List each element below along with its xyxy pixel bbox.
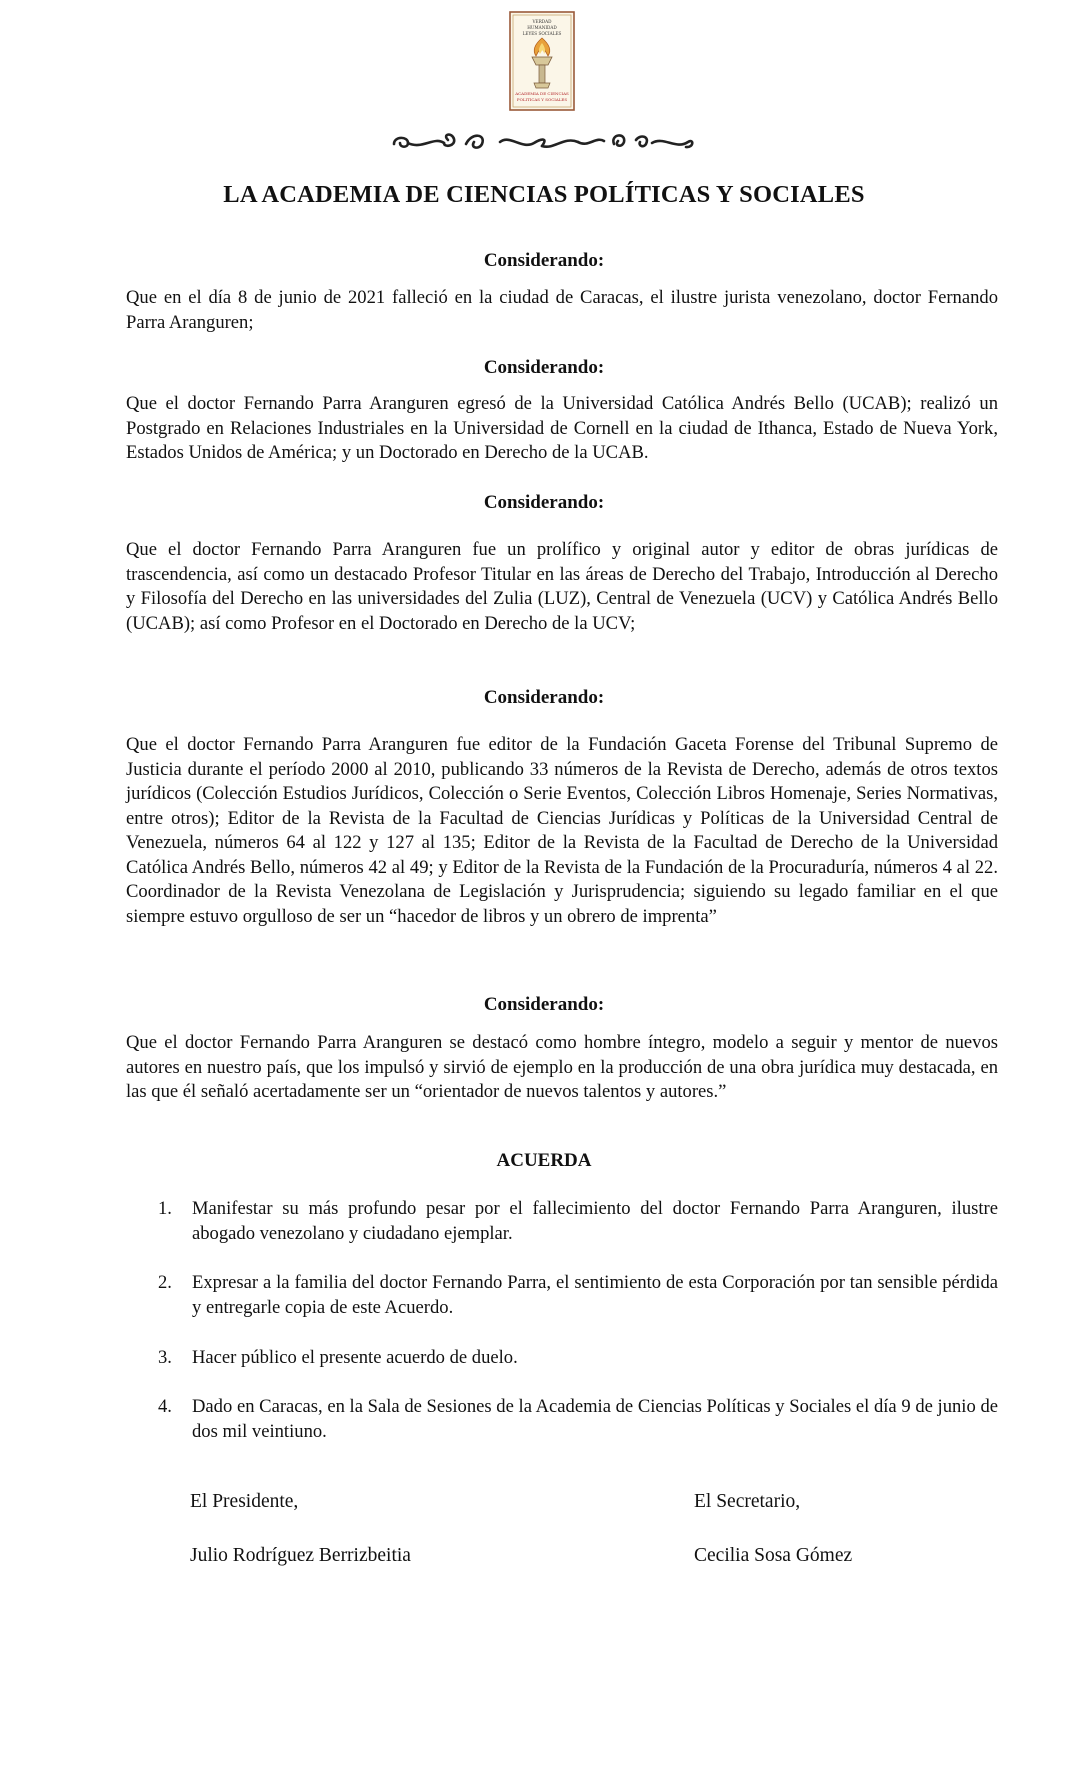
considerando-heading-5: Considerando:: [483, 994, 605, 1015]
considerando-heading-3: Considerando:: [483, 492, 605, 513]
considerando-text-4: Que el doctor Fernando Parra Aranguren fue editor de la Fundación Gaceta Forense del Tribunal Supremo de Justicia durante el período 2000 al 2010, publicando 33 números de la Revista de Derecho, además de otros textos jurídicos (Colección Estudios Jurídicos, Colección o Serie Eventos, Colección Libros Homenaje, Series Normativas, entre otros); Editor de la Revista de la Facultad de Ciencias Jurídicas y Políticas de la Universidad Central de Venezuela, números 64 al 122 y 127 al 135; Editor de la Revista de la Facultad de Derecho de la Universidad Católica Andrés Bello, números 42 al 49; y Editor de la Revista de la Fundación de la Procuraduría, números 4 al 22. Coordinador de la Revista Venezolana de Legislación y Jurisprudencia; siguiendo su legado familiar en el que siempre estuvo orgulloso de ser un “hacedor de libros y un obrero de imprenta”: [126, 734, 998, 927]
item-number: 1.: [158, 1198, 172, 1219]
considerando-heading-2: Considerando:: [483, 357, 605, 378]
svg-text:ACADEMIA DE CIENCIAS: ACADEMIA DE CIENCIAS: [515, 91, 569, 96]
considerando-text-5: Que el doctor Fernando Parra Aranguren se destacó como hombre íntegro, modelo a seguir y mentor de nuevos autores en nuestro país, que los impulsó y sirvió de ejemplo en la producción de una obra jurídica muy destacada, en las que él señaló acertadamente ser un “orientador de nuevos talentos y autores.”: [126, 1032, 998, 1102]
item-number: 4.: [158, 1396, 172, 1417]
acuerda-item-3: [158, 1345, 998, 1370]
document-title: LA ACADEMIA DE CIENCIAS POLÍTICAS Y SOCIALES: [223, 181, 865, 208]
considerando-heading-1: Considerando:: [483, 250, 605, 271]
acuerda-item-4: [158, 1394, 998, 1444]
acuerda-heading: ACUERDA: [496, 1150, 592, 1171]
svg-text:VERDAD: VERDAD: [532, 19, 552, 24]
acuerda-item-2: [158, 1270, 998, 1320]
item-number: 2.: [158, 1272, 172, 1293]
academy-seal-logo: [508, 10, 576, 112]
item-text: Manifestar su más profundo pesar por el fallecimiento del doctor Fernando Parra Aranguren, ilustre abogado venezolano y ciudadano ejemplar.: [192, 1198, 998, 1244]
scroll-ornament-icon: [382, 126, 702, 160]
acuerda-item-1: [158, 1196, 998, 1246]
svg-text:POLITICAS Y SOCIALES: POLITICAS Y SOCIALES: [516, 97, 568, 102]
item-text: Expresar a la familia del doctor Fernando Parra, el sentimiento de esta Corporación por tan sensible pérdida y entregarle copia de este Acuerdo.: [192, 1272, 998, 1318]
item-text: Hacer público el presente acuerdo de duelo.: [192, 1347, 518, 1368]
secretary-name: Cecilia Sosa Gómez: [694, 1545, 853, 1566]
considerando-text-3: Que el doctor Fernando Parra Aranguren fue un prolífico y original autor y editor de obras jurídicas de trascendencia, así como un destacado Profesor Titular en las áreas de Derecho del Trabajo, Introducción al Derecho y Filosofía del Derecho en las universidades del Zulia (LUZ), Central de Venezuela (UCV) y Católica Andrés Bello (UCAB); así como Profesor en el Doctorado en Derecho de la UCV;: [126, 539, 998, 634]
svg-text:HUMANIDAD: HUMANIDAD: [527, 25, 557, 30]
president-name: Julio Rodríguez Berrizbeitia: [190, 1545, 411, 1566]
item-number: 3.: [158, 1347, 172, 1368]
considerando-text-2: Que el doctor Fernando Parra Aranguren egresó de la Universidad Católica Andrés Bello (UCAB); realizó un Postgrado en Relaciones Industriales en la Universidad de Cornell en la ciudad de Ithanca, Estado de Nueva York, Estados Unidos de América; y un Doctorado en Derecho de la UCAB.: [126, 393, 998, 463]
svg-text:LEYES SOCIALES: LEYES SOCIALES: [522, 31, 562, 36]
item-text: Dado en Caracas, en la Sala de Sesiones de la Academia de Ciencias Políticas y Sociales el día 9 de junio de dos mil veintiuno.: [192, 1396, 998, 1442]
considerando-heading-4: Considerando:: [483, 687, 605, 708]
secretary-title: El Secretario,: [694, 1491, 801, 1512]
considerando-text-1: Que en el día 8 de junio de 2021 falleció en la ciudad de Caracas, el ilustre jurista venezolano, doctor Fernando Parra Aranguren;: [126, 287, 998, 333]
president-title: El Presidente,: [190, 1491, 299, 1512]
